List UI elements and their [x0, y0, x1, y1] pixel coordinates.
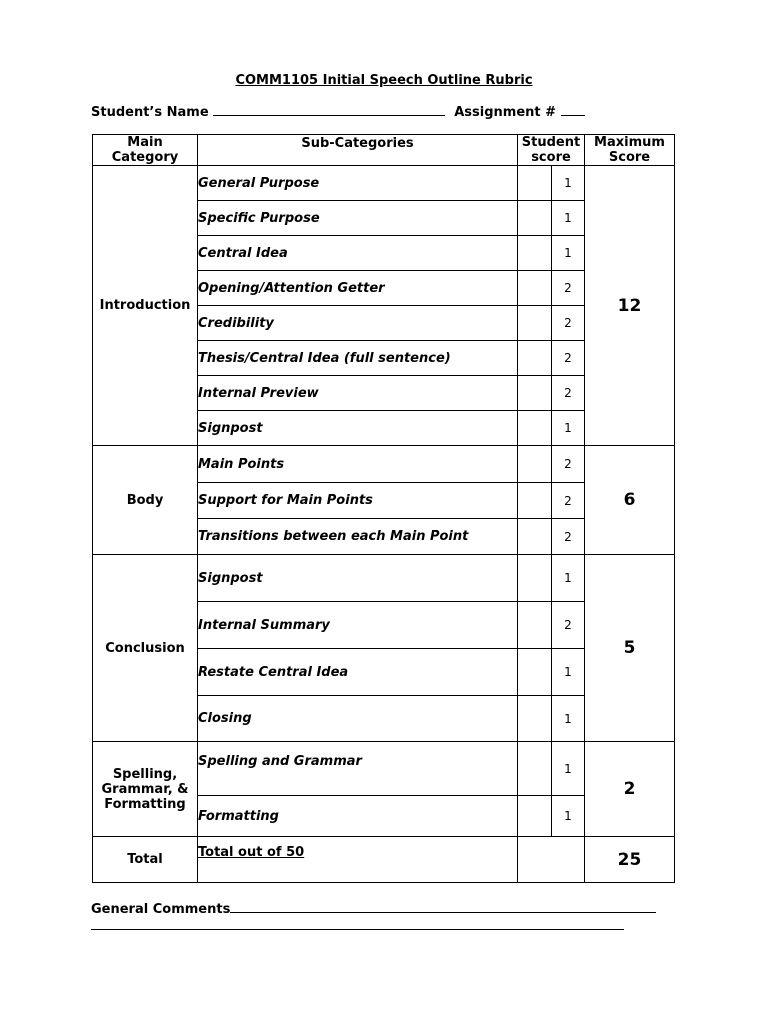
student-score-cell[interactable] — [518, 602, 552, 649]
points-cell: 1 — [552, 796, 585, 837]
sub-category-cell: General Purpose — [198, 166, 518, 201]
header-row — [93, 135, 675, 166]
sub-category-cell: Closing — [198, 696, 518, 742]
total-row — [93, 837, 675, 883]
points-cell: 1 — [552, 649, 585, 696]
student-score-cell[interactable] — [518, 742, 552, 796]
table-row — [93, 166, 675, 201]
points-cell: 2 — [552, 376, 585, 411]
points-cell: 1 — [552, 166, 585, 201]
general-comments-blank-line-2[interactable] — [91, 929, 624, 930]
points-cell: 2 — [552, 519, 585, 555]
assignment-label: Assignment # — [454, 105, 557, 120]
student-score-cell[interactable] — [518, 696, 552, 742]
header-main-category: Main Category — [93, 135, 198, 166]
student-score-cell[interactable] — [518, 519, 552, 555]
main-category-cell: Spelling, Grammar, & Formatting — [93, 742, 198, 837]
sub-category-cell: Central Idea — [198, 236, 518, 271]
student-score-cell[interactable] — [518, 411, 552, 446]
points-cell: 1 — [552, 236, 585, 271]
header-student-score: Student score — [518, 135, 585, 166]
student-score-cell[interactable] — [518, 796, 552, 837]
student-score-cell[interactable] — [518, 166, 552, 201]
general-comments-line — [91, 900, 656, 917]
points-cell: 1 — [552, 411, 585, 446]
total-maximum-score-cell: 25 — [585, 837, 675, 883]
document-title: COMM1105 Initial Speech Outline Rubric — [235, 73, 533, 88]
sub-category-cell: Opening/Attention Getter — [198, 271, 518, 306]
rubric-table — [92, 134, 675, 883]
maximum-score-cell: 6 — [585, 446, 675, 555]
student-score-cell[interactable] — [518, 555, 552, 602]
maximum-score-cell: 5 — [585, 555, 675, 742]
sub-category-cell: Formatting — [198, 796, 518, 837]
student-score-cell[interactable] — [518, 271, 552, 306]
student-score-cell[interactable] — [518, 483, 552, 519]
main-category-cell: Body — [93, 446, 198, 555]
maximum-score-cell: 2 — [585, 742, 675, 837]
sub-category-cell: Specific Purpose — [198, 201, 518, 236]
general-comments-label: General Comments — [91, 902, 231, 917]
sub-category-cell: Credibility — [198, 306, 518, 341]
sub-category-cell: Thesis/Central Idea (full sentence) — [198, 341, 518, 376]
sub-category-cell: Spelling and Grammar — [198, 742, 518, 796]
sub-category-cell: Signpost — [198, 411, 518, 446]
sub-category-cell: Transitions between each Main Point — [198, 519, 518, 555]
student-score-cell[interactable] — [518, 341, 552, 376]
student-score-cell[interactable] — [518, 446, 552, 483]
student-score-cell[interactable] — [518, 306, 552, 341]
sub-category-cell: Main Points — [198, 446, 518, 483]
table-row — [93, 446, 675, 483]
points-cell: 1 — [552, 742, 585, 796]
total-out-of-cell: Total out of 50 — [198, 837, 518, 883]
student-name-label: Student’s Name — [91, 105, 209, 120]
student-name-blank[interactable] — [213, 103, 445, 116]
student-score-cell[interactable] — [518, 376, 552, 411]
points-cell: 2 — [552, 446, 585, 483]
points-cell: 1 — [552, 696, 585, 742]
sub-category-cell: Restate Central Idea — [198, 649, 518, 696]
sub-category-cell: Internal Summary — [198, 602, 518, 649]
assignment-number-blank[interactable] — [561, 103, 585, 116]
table-row — [93, 555, 675, 602]
points-cell: 1 — [552, 201, 585, 236]
total-label-cell: Total — [93, 837, 198, 883]
student-info-line — [91, 103, 585, 120]
header-maximum-score: Maximum Score — [585, 135, 675, 166]
maximum-score-cell: 12 — [585, 166, 675, 446]
student-score-cell[interactable] — [518, 236, 552, 271]
general-comments-blank[interactable] — [230, 900, 656, 913]
table-row — [93, 742, 675, 796]
sub-category-cell: Support for Main Points — [198, 483, 518, 519]
student-score-cell[interactable] — [518, 649, 552, 696]
main-category-cell: Introduction — [93, 166, 198, 446]
points-cell: 2 — [552, 602, 585, 649]
sub-category-cell: Signpost — [198, 555, 518, 602]
points-cell: 2 — [552, 271, 585, 306]
student-score-cell[interactable] — [518, 201, 552, 236]
header-sub-categories: Sub-Categories — [198, 135, 518, 166]
main-category-cell: Conclusion — [93, 555, 198, 742]
sub-category-cell: Internal Preview — [198, 376, 518, 411]
points-cell: 1 — [552, 555, 585, 602]
points-cell: 2 — [552, 341, 585, 376]
total-student-score-cell[interactable] — [518, 837, 585, 883]
points-cell: 2 — [552, 483, 585, 519]
points-cell: 2 — [552, 306, 585, 341]
